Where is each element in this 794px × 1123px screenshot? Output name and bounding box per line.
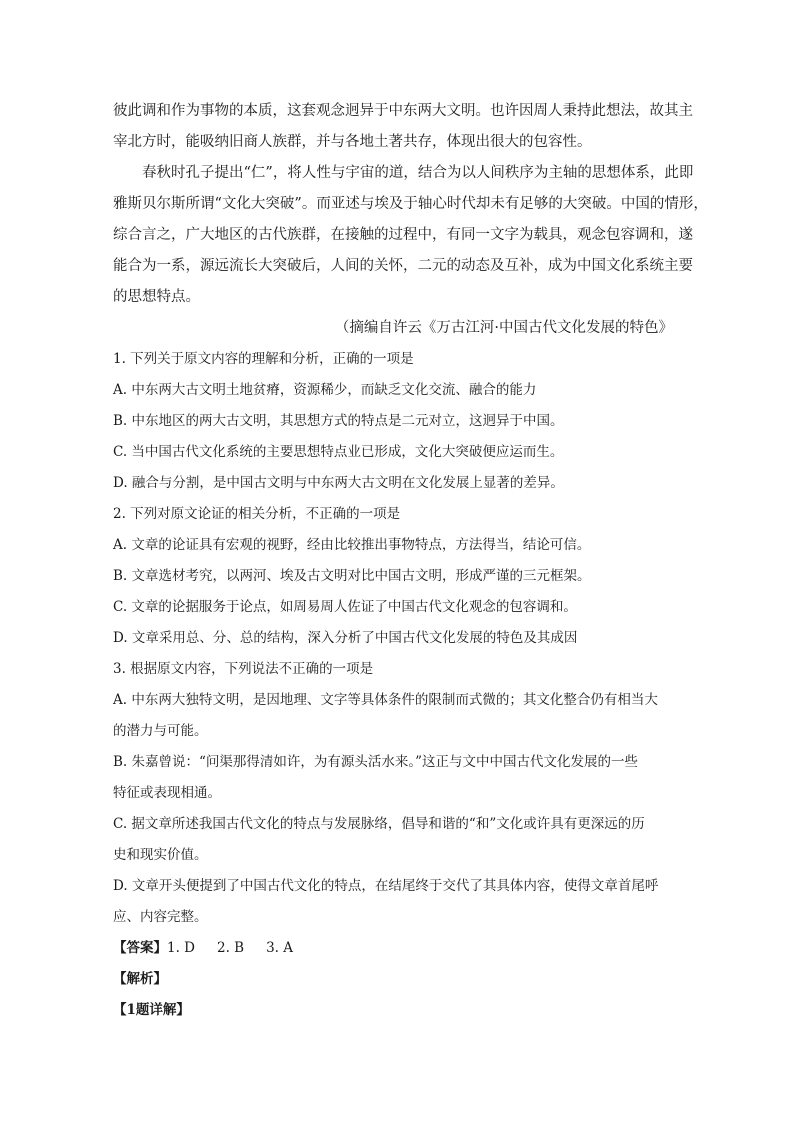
question-option: C. 据文章所述我国古代文化的特点与发展脉络，倡导和谐的“和”文化或许具有更深远的历 bbox=[113, 816, 645, 832]
answer-item: 2. B bbox=[217, 940, 245, 956]
passage-source: （摘编自许云《万古江河·中国古代文化发展的特色》 bbox=[334, 320, 673, 336]
answer-item: 1. D bbox=[167, 940, 195, 956]
question-option: B. 文章选材考究，以两河、埃及古文明对比中国古文明，形成严谨的三元框架。 bbox=[113, 568, 591, 584]
question-option: D. 文章开头便提到了中国古代文化的特点，在结尾终于交代了其具体内容，使得文章首尾呼 bbox=[113, 878, 659, 894]
question-stem: 3. 根据原文内容，下列说法不正确的一项是 bbox=[113, 661, 374, 677]
question-option: C. 当中国古代文化系统的主要思想特点业已形成，文化大突破便应运而生。 bbox=[113, 444, 564, 460]
answer-item: 3. A bbox=[266, 940, 294, 956]
passage-line: 能合为一系，源远流长大突破后，人间的关怀，二元的动态及互补，成为中国文化系统主要 bbox=[113, 258, 693, 274]
question-option: B. 朱嘉曾说：“问渠那得清如许，为有源头活水来。”这正与文中中国古代文化发展的一些 bbox=[113, 754, 639, 770]
question-option-continued: 史和现实价值。 bbox=[113, 847, 208, 863]
question-option-continued: 的潜力与可能。 bbox=[113, 723, 208, 739]
question-option: A. 文章的论证具有宏观的视野，经由比较推出事物特点，方法得当，结论可信。 bbox=[113, 537, 591, 553]
question-stem: 1. 下列关于原文内容的理解和分析，正确的一项是 bbox=[113, 351, 414, 367]
passage-line: 的思想特点。 bbox=[113, 289, 200, 305]
question-option-continued: 应、内容完整。 bbox=[113, 909, 208, 925]
question-option: B. 中东地区的两大古文明，其思想方式的特点是二元对立，这迥异于中国。 bbox=[113, 413, 564, 429]
question-stem: 2. 下列对原文论证的相关分析，不正确的一项是 bbox=[113, 506, 401, 522]
passage-line: 彼此调和作为事物的本质，这套观念迥异于中东两大文明。也许因周人秉持此想法，故其主 bbox=[113, 103, 693, 119]
answer-line bbox=[113, 933, 683, 964]
document-page bbox=[113, 96, 708, 1026]
passage-line: 春秋时孔子提出“仁”，将人性与宇宙的道，结合为以人间秩序为主轴的思想体系，此即 bbox=[142, 165, 694, 181]
analysis-label: 【解析】 bbox=[113, 971, 167, 987]
question-option: A. 中东两大独特文明，是因地理、文字等具体条件的限制而式微的；其文化整合仍有相当大 bbox=[113, 692, 658, 708]
question-option: D. 融合与分割，是中国古文明与中东两大古文明在文化发展上显著的差异。 bbox=[113, 475, 564, 491]
question-option: D. 文章采用总、分、总的结构，深入分析了中国古代文化发展的特色及其成因 bbox=[113, 630, 578, 646]
passage-line: 宰北方时，能吸纳旧商人族群，并与各地土著共存，体现出很大的包容性。 bbox=[113, 134, 592, 150]
question-option: A. 中东两大古文明土地贫瘠，资源稀少，而缺乏文化交流、融合的能力 bbox=[113, 382, 537, 398]
answer-label: 【答案】 bbox=[113, 940, 167, 956]
detail-label: 【1题详解】 bbox=[113, 1002, 190, 1018]
question-option-continued: 特征或表现相通。 bbox=[113, 785, 221, 801]
passage-line: 雅斯贝尔斯所谓“文化大突破”。而亚述与埃及于轴心时代却未有足够的大突破。中国的情形， bbox=[113, 196, 708, 212]
question-option: C. 文章的论据服务于论点，如周易周人佐证了中国古代文化观念的包容调和。 bbox=[113, 599, 577, 615]
passage-line: 综合言之，广大地区的古代族群，在接触的过程中，有同一文字为载具，观念包容调和，遂 bbox=[113, 227, 693, 243]
